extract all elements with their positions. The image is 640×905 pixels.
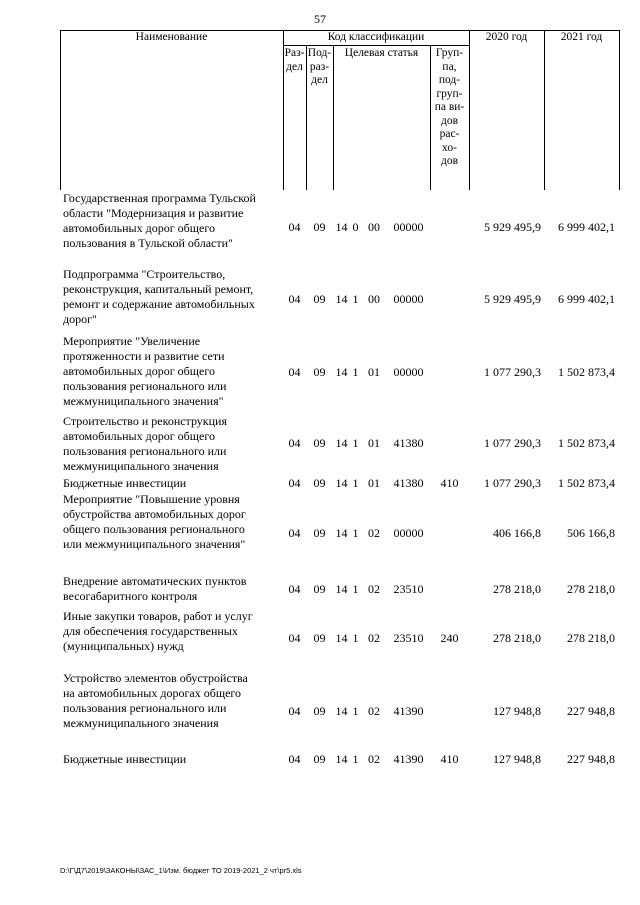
row-name-line: ремонт и содержание автомобильных	[63, 297, 255, 311]
row-target-p2: 1	[352, 292, 359, 306]
row-name	[63, 476, 275, 491]
row-amount-2020: 5 929 495,9	[484, 220, 541, 234]
row-target-p3: 00	[368, 220, 380, 234]
header-group-line: хо-	[442, 141, 457, 154]
row-target-p3: 02	[368, 631, 380, 645]
row-name-line: реконструкция, капитальный ремонт,	[63, 282, 254, 296]
row-name-line: области "Модернизация и развитие	[63, 206, 244, 220]
row-amount-2020: 278 218,0	[493, 582, 541, 596]
row-amount-2020: 1 077 290,3	[484, 365, 541, 379]
row-name-line: весогабаритного контроля	[63, 589, 198, 603]
file-path-footer: D:\Г\Д7\2019\ЗАКОНЫ\ЗАС_1\Изм. бюджет ТО 2019-2021_2 чт\pr5.xls	[60, 866, 302, 875]
row-target-p2: 1	[352, 704, 359, 718]
page-number: 57	[314, 12, 326, 26]
row-name-line: дорог"	[63, 312, 97, 326]
row-name-line: обустройства автомобильных дорог	[63, 507, 246, 521]
row-target-p4: 00000	[393, 292, 424, 306]
row-name-line: (муниципальных) нужд	[63, 639, 184, 653]
row-razdel: 04	[288, 582, 301, 596]
header-border-group	[469, 30, 470, 190]
row-name	[63, 671, 275, 731]
header-target: Целевая статья	[344, 47, 419, 59]
row-name-line: автомобильных дорог общего	[63, 364, 215, 378]
row-name-line: межмуниципального значения"	[63, 394, 224, 408]
row-amount-2021: 227 948,8	[567, 752, 615, 766]
row-razdel: 04	[288, 476, 301, 490]
row-name-line: межмуниципального значения	[63, 459, 219, 473]
row-target-p1: 14	[335, 582, 348, 596]
row-target-p3: 02	[368, 752, 380, 766]
row-name-line: пользования регионального или	[63, 379, 227, 393]
row-target-p4: 23510	[393, 582, 424, 596]
row-amount-2020: 1 077 290,3	[484, 476, 541, 490]
row-name-line: Бюджетные инвестиции	[63, 476, 187, 490]
row-amount-2021: 6 999 402,1	[558, 292, 615, 306]
row-target-p4: 41390	[393, 704, 424, 718]
row-target-p3: 00	[368, 292, 380, 306]
row-name	[63, 492, 275, 552]
row-name-line: Государственная программа Тульской	[63, 191, 256, 205]
row-group: 410	[440, 752, 459, 766]
row-target-p4: 41390	[393, 752, 424, 766]
row-amount-2020: 406 166,8	[493, 526, 541, 540]
row-amount-2021: 1 502 873,4	[558, 365, 615, 379]
header-group-line: груп-	[436, 87, 463, 100]
row-podrazdel: 09	[313, 631, 326, 645]
row-group: 240	[440, 631, 459, 645]
row-target-p4: 00000	[393, 220, 424, 234]
row-razdel: 04	[288, 220, 301, 234]
row-name	[63, 191, 275, 251]
header-classification: Код классификации	[327, 31, 425, 43]
row-name-line: межмуниципального значения	[63, 716, 219, 730]
row-razdel: 04	[288, 526, 301, 540]
row-name-line: на автомобильных дорогах общего	[63, 686, 242, 700]
header-group-line: Груп-	[435, 47, 464, 59]
row-podrazdel: 09	[313, 582, 326, 596]
row-target-p3: 01	[368, 365, 380, 379]
row-amount-2021: 1 502 873,4	[558, 436, 615, 450]
header-group-line: па,	[442, 60, 457, 73]
header-group	[430, 47, 469, 169]
row-podrazdel: 09	[313, 476, 326, 490]
row-name	[63, 752, 275, 767]
header-right-border	[619, 30, 620, 190]
row-target-p2: 0	[352, 220, 359, 234]
row-amount-2020: 5 929 495,9	[484, 292, 541, 306]
row-amount-2021: 278 218,0	[567, 582, 615, 596]
row-name-line: или межмуниципального значения"	[63, 537, 246, 551]
row-target-p2: 1	[352, 752, 359, 766]
row-target-p4: 23510	[393, 631, 424, 645]
row-target-p2: 1	[352, 436, 359, 450]
row-amount-2021: 227 948,8	[567, 704, 615, 718]
header-group-line: па ви-	[434, 101, 465, 113]
row-name-line: автомобильных дорог общего	[63, 429, 215, 443]
row-razdel: 04	[288, 436, 301, 450]
row-razdel: 04	[288, 365, 301, 379]
row-target-p4: 00000	[393, 365, 424, 379]
row-name-line: протяженности и развитие сети	[63, 349, 225, 363]
row-name-line: Мероприятие "Увеличение	[63, 334, 201, 348]
row-podrazdel: 09	[313, 704, 326, 718]
header-border-year1	[544, 30, 545, 190]
row-amount-2021: 6 999 402,1	[558, 220, 615, 234]
row-name-line: Подпрограмма "Строительство,	[63, 267, 226, 281]
row-podrazdel: 09	[313, 436, 326, 450]
row-amount-2021: 506 166,8	[567, 526, 615, 540]
header-podrazdel	[306, 47, 333, 88]
row-target-p1: 14	[335, 631, 348, 645]
row-amount-2020: 127 948,8	[493, 752, 541, 766]
row-name-line: автомобильных дорог общего	[63, 221, 215, 235]
row-target-p1: 14	[335, 752, 348, 766]
row-name	[63, 267, 275, 327]
row-target-p4: 41380	[393, 476, 424, 490]
row-target-p4: 41380	[393, 436, 424, 450]
row-name-line: Внедрение автоматических пунктов	[63, 574, 247, 588]
row-target-p1: 14	[335, 220, 348, 234]
row-target-p3: 02	[368, 526, 380, 540]
row-name-line: пользования регионального или	[63, 444, 227, 458]
row-target-p2: 1	[352, 476, 359, 490]
row-name-line: пользования в Тульской области"	[63, 236, 233, 250]
row-razdel: 04	[288, 752, 301, 766]
row-target-p2: 1	[352, 631, 359, 645]
header-year-2021: 2021 год	[560, 31, 603, 43]
row-name-line: Устройство элементов обустройства	[63, 671, 248, 685]
row-name-line: Мероприятие "Повышение уровня	[63, 492, 240, 506]
row-target-p3: 02	[368, 582, 380, 596]
row-name	[63, 334, 275, 409]
row-name-line: Иные закупки товаров, работ и услуг	[63, 609, 253, 623]
row-group: 410	[440, 476, 459, 490]
row-amount-2021: 278 218,0	[567, 631, 615, 645]
row-podrazdel: 09	[313, 526, 326, 540]
row-amount-2020: 278 218,0	[493, 631, 541, 645]
row-target-p3: 02	[368, 704, 380, 718]
row-target-p1: 14	[335, 436, 348, 450]
row-name-line: для обеспечения государственных	[63, 624, 238, 638]
row-name-line: Строительство и реконструкция	[63, 414, 227, 428]
row-razdel: 04	[288, 704, 301, 718]
header-border-podrazdel	[333, 45, 334, 190]
row-podrazdel: 09	[313, 220, 326, 234]
row-name-line: Бюджетные инвестиции	[63, 752, 187, 766]
header-razdel	[283, 47, 306, 74]
header-left-border	[60, 30, 61, 190]
classification-divider	[283, 45, 469, 46]
row-amount-2020: 127 948,8	[493, 704, 541, 718]
row-target-p4: 00000	[393, 526, 424, 540]
row-target-p1: 14	[335, 292, 348, 306]
row-razdel: 04	[288, 292, 301, 306]
row-target-p1: 14	[335, 526, 348, 540]
row-target-p2: 1	[352, 365, 359, 379]
row-name-line: общего пользования регионального	[63, 522, 245, 536]
header-group-line: под-	[438, 74, 461, 86]
row-target-p3: 01	[368, 436, 380, 450]
row-podrazdel: 09	[313, 292, 326, 306]
row-name-line: пользования регионального или	[63, 701, 227, 715]
row-name	[63, 609, 275, 654]
row-podrazdel: 09	[313, 752, 326, 766]
header-podrazdel-line: раз-	[309, 60, 330, 73]
row-amount-2021: 1 502 873,4	[558, 476, 615, 490]
header-podrazdel-line: дел	[311, 74, 328, 86]
header-razdel-line: дел	[286, 60, 303, 73]
header-group-line: дов	[440, 155, 459, 167]
header-razdel-line: Раз-	[284, 47, 305, 59]
row-name	[63, 414, 275, 474]
header-group-line: рас-	[439, 128, 460, 140]
header-name: Наименование	[135, 31, 208, 43]
row-target-p2: 1	[352, 526, 359, 540]
row-name	[63, 574, 275, 604]
row-target-p1: 14	[335, 365, 348, 379]
row-target-p1: 14	[335, 476, 348, 490]
header-podrazdel-line: Под-	[307, 47, 332, 59]
row-target-p2: 1	[352, 582, 359, 596]
row-target-p1: 14	[335, 704, 348, 718]
header-group-line: дов	[440, 114, 459, 127]
header-year-2020: 2020 год	[485, 31, 528, 43]
row-amount-2020: 1 077 290,3	[484, 436, 541, 450]
row-podrazdel: 09	[313, 365, 326, 379]
row-razdel: 04	[288, 631, 301, 645]
row-target-p3: 01	[368, 476, 380, 490]
